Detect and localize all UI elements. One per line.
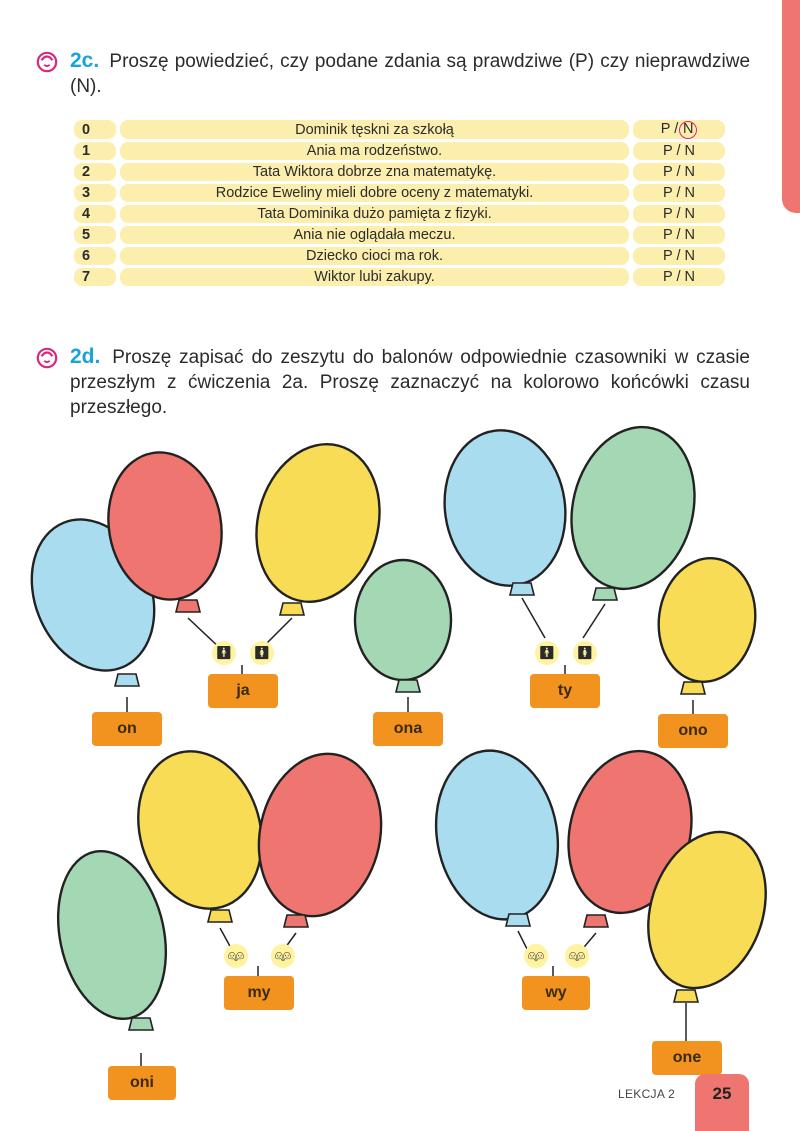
male-figure-icon: 🚹︎ [535, 641, 559, 665]
label-oni: oni [108, 1066, 176, 1100]
row-answer[interactable]: P / N [633, 163, 725, 181]
row-sentence: Dominik tęskni za szkołą [120, 120, 629, 139]
label-one: one [652, 1041, 722, 1075]
female-figure-icon: 🚺︎ [250, 641, 274, 665]
row-sentence: Ania ma rodzeństwo. [120, 142, 629, 160]
row-answer[interactable]: P / N [633, 226, 725, 244]
lesson-label: LEKCJA 2 [618, 1087, 676, 1101]
row-number: 1 [74, 142, 116, 160]
exercise-number: 2c. [70, 49, 100, 72]
label-on: on [92, 712, 162, 746]
row-sentence: Wiktor lubi zakupy. [120, 268, 629, 286]
mixed-pair-icon: 👫︎ [271, 944, 295, 968]
balloon-blue-wy [423, 741, 571, 929]
row-answer[interactable]: P / N [633, 184, 725, 202]
balloon-yellow-ono [651, 552, 763, 694]
row-number: 7 [74, 268, 116, 286]
row-sentence: Tata Dominika dużo pamięta z fizyki. [120, 205, 629, 223]
row-sentence: Tata Wiktora dobrze zna matematykę. [120, 163, 629, 181]
row-sentence: Rodzice Eweliny mieli dobre oceny z matematyki. [120, 184, 629, 202]
label-wy: wy [522, 976, 590, 1010]
row-number: 3 [74, 184, 116, 202]
page-number: 25 [695, 1074, 749, 1131]
balloon-red-my [244, 742, 395, 927]
balloon-blue-ty [435, 422, 576, 595]
male-pair-icon: 👬︎ [524, 944, 548, 968]
row-number: 0 [74, 120, 116, 139]
label-ty: ty [530, 674, 600, 708]
row-answer[interactable]: P / N [633, 247, 725, 265]
label-my: my [224, 976, 294, 1010]
balloon-green-ona [355, 560, 451, 692]
row-sentence: Ania nie oglądała meczu. [120, 226, 629, 244]
mixed-pair-icon: 👫︎ [565, 944, 589, 968]
row-answer[interactable]: P / N [633, 142, 725, 160]
exercise-instruction: Proszę zapisać do zeszytu do balonów odpowiednie czasowniki w czasie przeszłym z ćwiczenia 2a. Proszę zaznaczyć na kolorowo końcówki czasu przeszłego. [70, 347, 750, 418]
row-answer[interactable]: P / N [633, 268, 725, 286]
row-number: 5 [74, 226, 116, 244]
row-number: 4 [74, 205, 116, 223]
row-number: 6 [74, 247, 116, 265]
label-ona: ona [373, 712, 443, 746]
exercise-number: 2d. [70, 345, 101, 368]
row-sentence: Dziecko cioci ma rok. [120, 247, 629, 265]
male-pair-icon: 👬︎ [224, 944, 248, 968]
answer-n-circled: N [679, 121, 697, 139]
male-figure-icon: 🚹︎ [212, 641, 236, 665]
answer-p: P / [660, 121, 679, 137]
exercise-instruction: Proszę powiedzieć, czy podane zdania są prawdziwe (P) czy nieprawdziwe (N). [70, 51, 751, 97]
female-figure-icon: 🚺︎ [573, 641, 597, 665]
label-ono: ono [658, 714, 728, 748]
label-ja: ja [208, 674, 278, 708]
row-number: 2 [74, 163, 116, 181]
row-answer[interactable]: P / N [633, 205, 725, 223]
